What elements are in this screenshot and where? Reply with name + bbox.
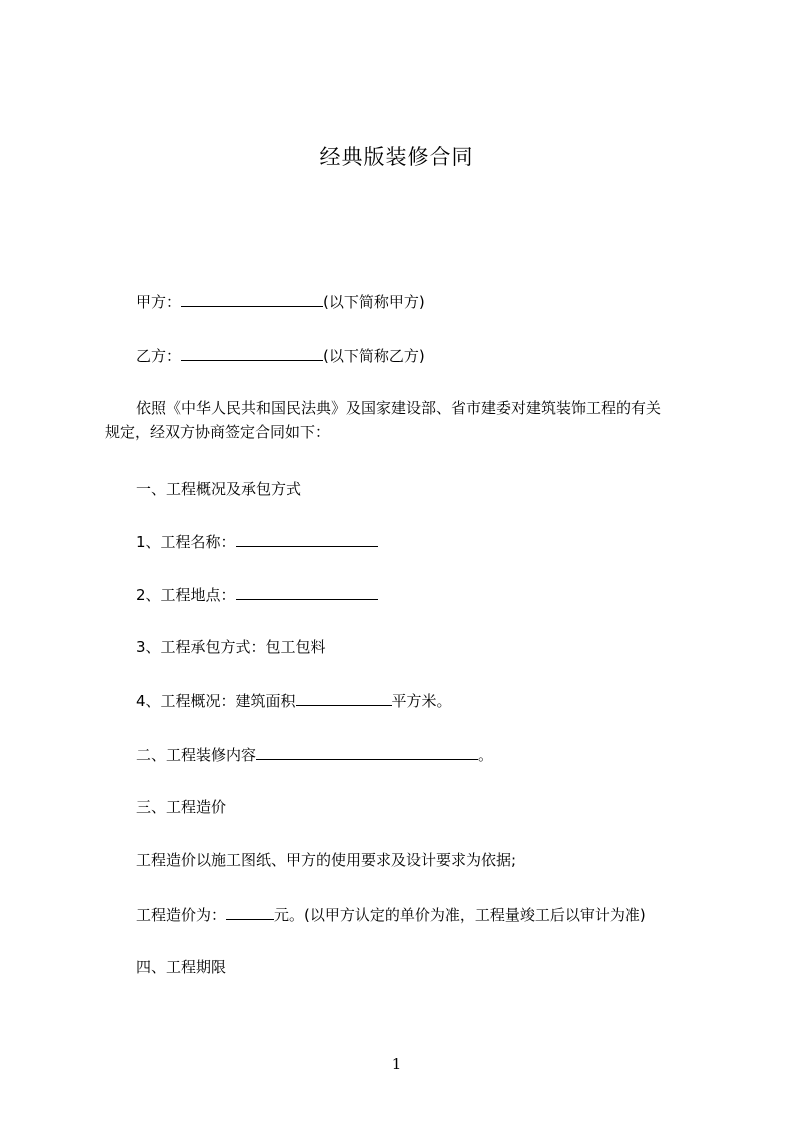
decoration-content-blank[interactable] bbox=[256, 744, 478, 760]
price-suffix: 元。(以甲方认定的单价为准，工程量竣工后以审计为准) bbox=[274, 906, 646, 924]
party-b-label: 乙方： bbox=[136, 347, 182, 365]
project-location-blank[interactable] bbox=[236, 584, 378, 600]
project-name-label: 1、工程名称： bbox=[136, 533, 236, 551]
party-b-line bbox=[136, 345, 425, 366]
party-b-suffix: (以下简称乙方) bbox=[323, 347, 425, 365]
party-a-blank[interactable] bbox=[181, 291, 323, 307]
project-location-label: 2、工程地点： bbox=[136, 586, 236, 604]
building-area-blank[interactable] bbox=[296, 690, 392, 706]
project-location-line bbox=[136, 584, 378, 605]
intro-paragraph bbox=[105, 396, 705, 444]
price-label: 工程造价为： bbox=[136, 906, 227, 924]
section-4-heading: 四、工程期限 bbox=[136, 958, 227, 976]
project-name-line bbox=[136, 531, 378, 552]
price-blank[interactable] bbox=[226, 904, 274, 920]
party-a-suffix: (以下简称甲方) bbox=[323, 293, 425, 311]
party-a-line bbox=[136, 291, 425, 312]
project-overview-suffix: 平方米。 bbox=[391, 692, 452, 710]
document-title: 经典版装修合同 bbox=[319, 145, 474, 169]
project-overview-line bbox=[136, 690, 452, 711]
party-a-label: 甲方： bbox=[136, 293, 182, 311]
intro-line-1: 依照《中华人民共和国民法典》及国家建设部、省市建委对建筑装饰工程的有关 bbox=[136, 399, 662, 417]
intro-line-2: 规定，经双方协商签定合同如下： bbox=[105, 423, 331, 441]
decoration-content-label: 二、工程装修内容 bbox=[136, 746, 257, 764]
decoration-content-line bbox=[136, 744, 493, 765]
project-overview-label: 4、工程概况：建筑面积 bbox=[136, 692, 296, 710]
party-b-blank[interactable] bbox=[181, 345, 323, 361]
price-basis-line: 工程造价以施工图纸、甲方的使用要求及设计要求为依据; bbox=[136, 851, 517, 869]
contract-method-line: 3、工程承包方式：包工包料 bbox=[136, 638, 326, 656]
decoration-content-suffix: 。 bbox=[478, 746, 494, 764]
section-1-heading: 一、工程概况及承包方式 bbox=[136, 480, 302, 498]
section-3-heading: 三、工程造价 bbox=[136, 798, 227, 816]
price-line bbox=[136, 904, 646, 925]
page-number: 1 bbox=[391, 1055, 402, 1073]
project-name-blank[interactable] bbox=[236, 531, 378, 547]
